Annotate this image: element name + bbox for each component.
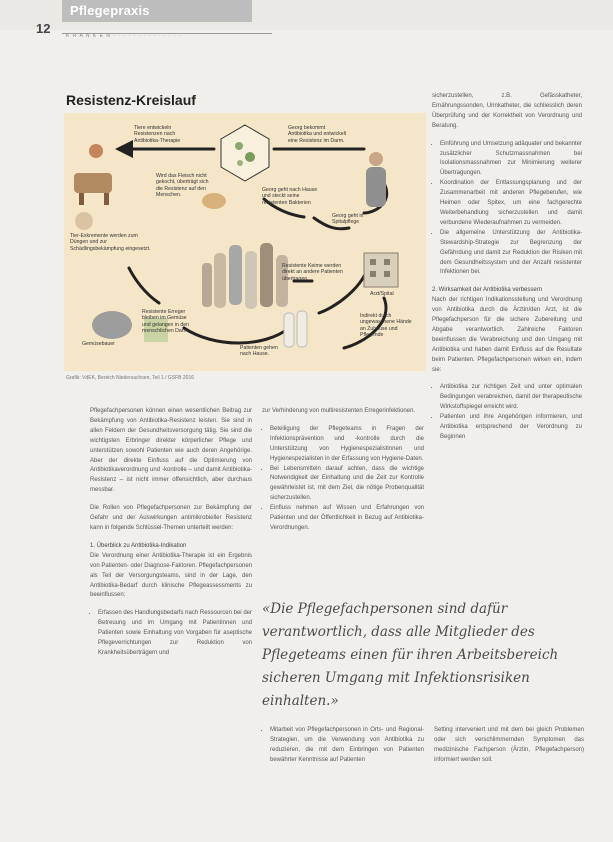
paragraph: Pflegefachpersonen können einen wesentlichen Beitrag zur Bekämpfung von Antibiotika-Resistenz leisten. Sie sind in allen Feldern der Gesundheitsversorgung tätig. Sie sind die wichtigsten Erbringer direkter körperlicher Pflege und unterstützen sowohl Patienten wie auch deren Angehörige. Aber der direkte Einfluss auf die Optimierung von Antibiotikaverordnung und -kontrolle – und damit Antibiotika-Resistenz – ist nicht immer offensichtlich, aber durchaus messbar. bbox=[90, 408, 252, 494]
section-heading: 2. Wirksamkeit der Antibiotika verbessern bbox=[432, 287, 543, 294]
label-meat: Wird das Fleisch nicht gekocht, überträgt sich die Resistenz auf den Menschen. bbox=[156, 173, 209, 199]
label-hospital: Arzt/Spital bbox=[370, 291, 394, 297]
pull-quote: «Die Pflegefachpersonen sind dafür verantwortlich, dass alle Mitglieder des Pflegeteams einen für ihren Arbeitsbereich sicheren Umgang mit Infektionsrisiken einhalten.» bbox=[262, 601, 559, 709]
paragraph: zur Verhinderung von multiresistenten Erregerinfektionen. bbox=[262, 408, 416, 414]
list-item: • Antibiotika zur richtigen Zeit und unter optimalen Bedingungen verabreichen, damit der therapeutische Wirkstoffspiegel erreicht wird. bbox=[440, 383, 582, 413]
label-veg-garden: Gemüsebauer bbox=[82, 341, 115, 347]
people-illustration bbox=[202, 243, 288, 309]
figure-caption: Grafik: VdEK, Bereich Niedersachsen, Teil 1 / GSFB 2016 bbox=[66, 375, 195, 381]
label-vegetables: Resistente Erreger bleiben im Gemüse und gelangen in den menschlichen Darm. bbox=[142, 309, 190, 335]
list-item: • Die allgemeine Unterstützung der Antibiotika-Stewardship-Strategie zur Begrenzung der Gefährdung und damit zur Reduktion der Risiken mit dem Gesundheitssystem und der Anzahl resistenter Infektionen bei. bbox=[440, 229, 582, 279]
paragraph: Nach der richtigen Indikationsstellung und Verordnung von Antibiotika durch die Ärztin/den Arzt, ist die Pflegefachperson für die sichere Zubereitung und Abgabe verantwortlich. Zahlreiche Faktoren beeinflussen die Verabreichung und den Umgang mit Antibiotika und haben damit Einfluss auf die Resultate beim Patienten. Pflegefachpersonen wirken ein, indem sie: bbox=[432, 297, 582, 373]
header-subtitle: K R A N K E N · · · · · · · · · · · · · · bbox=[66, 33, 182, 39]
label-care: Georg geht in Spitalpflege bbox=[332, 213, 364, 226]
animals-illustration bbox=[74, 144, 112, 230]
label-goes-home: Georg geht nach Hause und steckt seine resistenten Bakterien bbox=[262, 187, 318, 206]
list-item: • Erfassen des Handlungsbedarfs nach Ressourcen bei der Betreuung und im Umgang mit Patientinnen und Patienten sowie Einhaltung von Vorgaben für aseptische Pflegeverrichtungen zur Reduktion von Krankheitsüberträgern und bbox=[98, 609, 252, 659]
left-column bbox=[90, 407, 252, 659]
list-item: • Koordination der Entlassungsplanung und der Zusammenarbeit mit anderen Pflegeberufen, wie Heimen oder Spitex, um eine fachgerechte Weiterbehandlung sicherzustellen und damit verbundene Wiederaufnahmen zu vermeiden. bbox=[440, 179, 582, 229]
paragraph: Die Verordnung einer Antibiotika-Therapie ist ein Ergebnis von Patienten- oder Diagnose-Faktoren. Pflegefachpersonen als Teil der Versorgungsteams, sind in der Lage, den Antibiotika-Bedarf durch klinische Pflegeassessments zu beeinflussen: bbox=[90, 552, 252, 599]
list-item: • Bei Lebensmitteln darauf achten, dass die wichtige Notwendigkeit der Einhaltung und die Zeit zur Kontrolle gewährleistet ist, mit dem Ziel, die nötige Probenqualität sicherzustellen. bbox=[270, 465, 424, 505]
label-animals: Tiere entwickeln Resistenzen nach Antibiotika-Therapie bbox=[134, 125, 181, 144]
resistance-cycle-figure bbox=[64, 113, 426, 371]
section-heading: 1. Überblick zu Antibiotika-Indikation bbox=[90, 542, 187, 549]
page-header bbox=[0, 0, 613, 39]
right-column bbox=[432, 92, 582, 443]
section-title: Pflegepraxis bbox=[70, 3, 150, 18]
middle-column-bottom bbox=[262, 726, 424, 766]
hospital-building-icon bbox=[364, 253, 398, 287]
list-item: • Mitarbeit von Pflegefachpersonen in Orts- und Regional-Strategien, um die Verwendung von Antibiotika zu reduzieren, die mit dem Einbringen von Patienten bewährter Kenntnisse auf Patienten bbox=[270, 726, 424, 766]
paragraph: sicherzustellen, z.B. Gefässkatheter, Ernährungssonden, Urinkatheter, die schliesslich deren Überprüfung und der Korrektheit von Verordnung und Beratung. bbox=[432, 93, 582, 129]
list-item: • Patienten und ihre Angehörigen informieren, und Antibiotika entsprechend der Verordnung zu Beginnen bbox=[440, 413, 582, 443]
label-patients-home: Patienten gehen nach Hause. bbox=[240, 345, 278, 358]
article-title: Resistenz-Kreislauf bbox=[66, 92, 196, 108]
page-number: 12 bbox=[36, 21, 51, 36]
paragraph: Die Rollen von Pflegefachpersonen zur Bekämpfung der Gefahr und der Auswirkungen antimikrobieller Resistenz kann in folgende Schlüssel-Themen unterteilt werden: bbox=[90, 505, 252, 531]
label-germs-transfer: Resistente Keime werden direkt an andere Patienten übertragen. bbox=[282, 263, 343, 282]
list-item: • Einfluss nehmen auf Wissen und Erfahrungen von Patienten und der Öffentlichkeit in Bezug auf Antibiotika-Verordnungen. bbox=[270, 504, 424, 534]
nurses-illustration bbox=[284, 311, 307, 347]
middle-column bbox=[262, 407, 424, 534]
list-item: • Einführung und Umsetzung adäquater und bekannter zusätzlicher Schutzmassnahmen bei Isolationsmassnahmen zur Minimierung weiterer Übertragungen. bbox=[440, 140, 582, 180]
section-banner bbox=[62, 0, 252, 22]
patient-illustration bbox=[366, 152, 386, 207]
right-column-bottom: Setting interveniert und mit dem bei gleich Problemen oder sich verschlimmernden Symptomen das medizinische Fachperson (Ärztin, Pflegefachperson) informiert werden soll. bbox=[434, 727, 584, 763]
hexagon-bacteria-icon bbox=[221, 125, 269, 181]
list-item: • Beteiligung der Pflegeteams in Fragen der Infektionsprävention und -kontrolle durch die Unterstützung von Hygienespezialistinnen und Hygienespezialisten in der Erfassung von Hygiene-Daten. bbox=[270, 425, 424, 465]
label-person-gets: Georg bekommt Antibiotika und entwickelt eine Resistenz im Darm. bbox=[288, 125, 347, 144]
label-indirect: Indirekt durch ungewaschene Hände an Zuhause und Pflegende bbox=[360, 313, 412, 339]
label-manure: Tier-Exkremente werden zum Düngen und zur Schädlingsbekämpfung eingesetzt. bbox=[70, 233, 151, 252]
